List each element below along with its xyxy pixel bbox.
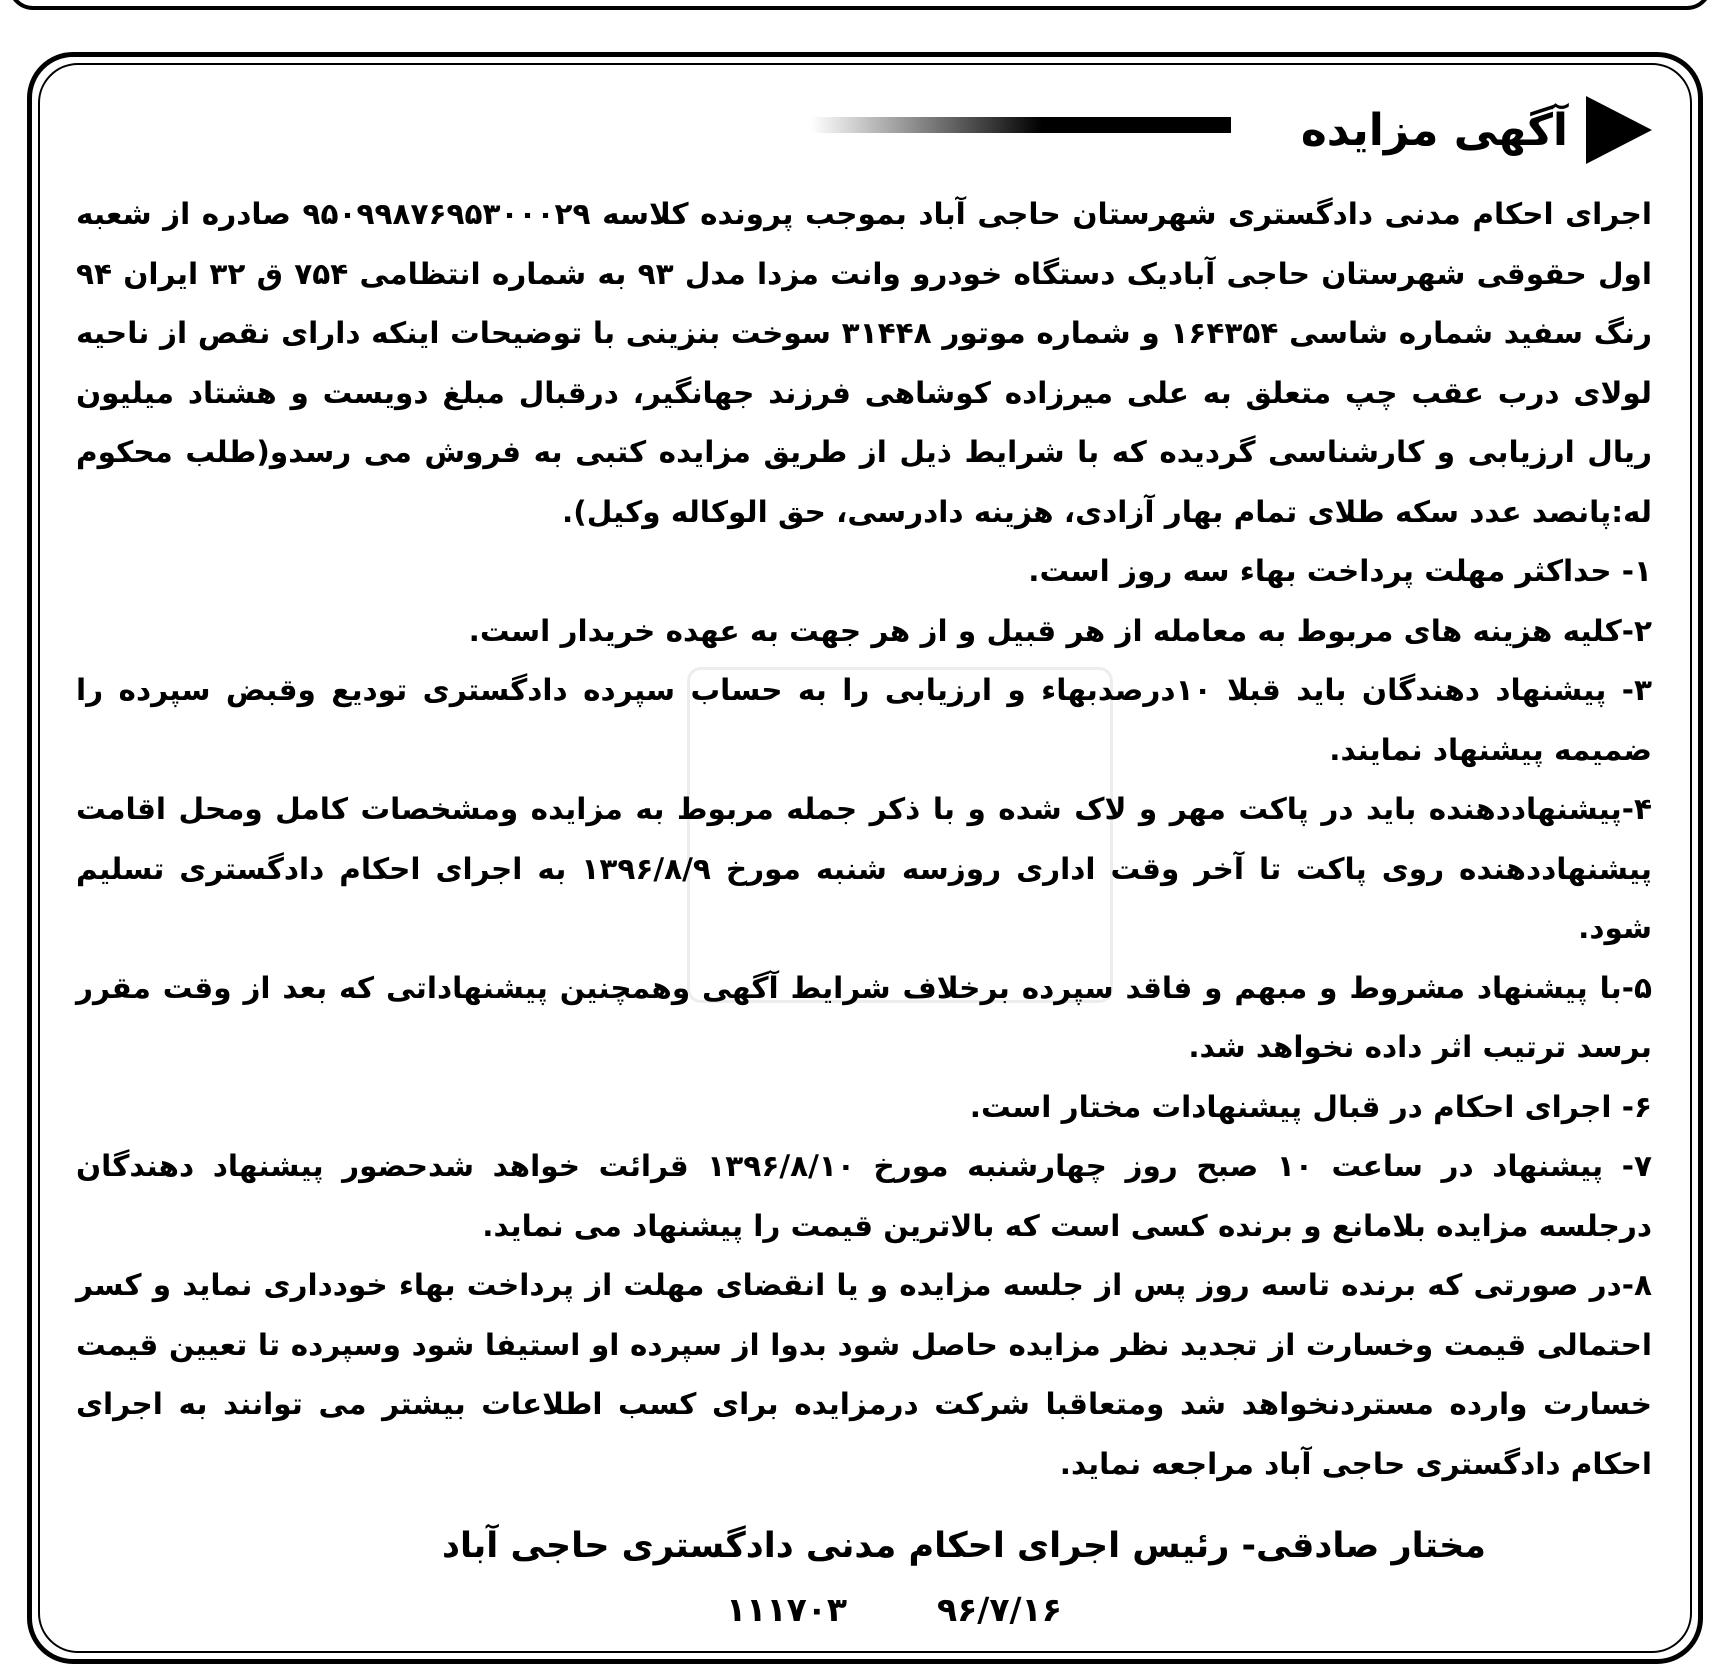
condition-item-3: ۳- پیشنهاد دهندگان باید قبلا ۱۰درصدبهاء و ارزیابی را به حساب سپرده دادگستری تودیع وقبض سپرده را ضمیمه پیشنهاد نمایند. [76,673,1652,767]
notice-date: ۹۶/۷/۱۶ [937,1590,1062,1629]
triangle-arrow-icon [1586,96,1652,164]
condition-item-2: ۲-کلیه هزینه های مربوط به معامله از هر قبیل و از هر جهت به عهده خریدار است. [468,613,1652,648]
condition-item-1: ۱- حداکثر مهلت پرداخت بهاء سه روز است. [1028,554,1652,588]
condition-item-8: ۸-در صورتی که برنده تاسه روز پس از جلسه مزایده و یا انقضای مهلت از پرداخت بهاء خودداری نماید و کسر احتمالی قیمت وخسارت از تجدید نظر مزایده حاصل شود بدوا از سپرده او استیفا شود وسپرده تا تعیین قیمت خسارت وارده مستردنخواهد شد ومتعاقبا شرکت درمزایده برای کسب اطلاعات بیشتر می توانند به اجرای احکام دادگستری حاجی آباد مراجعه نماید. [76,1268,1652,1481]
auction-notice [27,52,1703,1664]
notice-header [76,97,1652,163]
notice-title: آگهی مزایده [1300,104,1568,156]
condition-item-5: ۵-با پیشنهاد مشروط و مبهم و فاقد سپرده برخلاف شرایط آگهی وهمچنین پیشنهاداتی که بعد از وقت مقرر برسد ترتیب اثر داده نخواهد شد. [76,970,1652,1064]
signature-line: مختار صادقی- رئیس اجرای احکام مدنی دادگستری حاجی آباد [442,1526,1486,1566]
previous-ad-frame [8,0,1712,10]
notice-intro-paragraph: اجرای احکام مدنی دادگستری شهرستان حاجی آباد بموجب پرونده کلاسه ۹۵۰۹۹۸۷۶۹۵۳۰۰۰۲۹ صادره از شعبه اول حقوقی شهرستان حاجی آبادیک دستگاه خودرو وانت مزدا مدل ۹۳ به شماره انتظامی ۷۵۴ ق ۳۲ ایران ۹۴ رنگ سفید شماره شاسی ۱۶۴۳۵۴ و شماره موتور ۳۱۴۴۸ سوخت بنزینی با توضیحات اینکه دارای نقص از ناحیه لولای درب عقب چپ متعلق به علی میرزاده کوشاهی فرزند جهانگیر، درقبال مبلغ دویست و هشتاد میلیون ریال ارزیابی و کارشناسی گردیده که با شرایط ذیل از طریق مزایده کتبی به فروش می رسدو(طلب محکوم له:پانصد عدد سکه طلای تمام بهار آزادی، هزینه دادرسی، حق الوکاله وکیل). [76,197,1653,529]
title-underline-bar [811,117,1231,133]
condition-item-6: ۶- اجرای احکام در قبال پیشنهادات مختار است. [969,1089,1652,1124]
ad-number: ۱۱۱۷۰۳ [726,1590,848,1629]
condition-item-4: ۴-پیشنهاددهنده باید در پاکت مهر و لاک شده و با ذکر جمله مربوط به مزایده ومشخصات کامل ومحل اقامت پیشنهاددهنده روی پاکت تا آخر وقت اداری روزسه شنبه مورخ ۱۳۹۶/۸/۹ به اجرای احکام دادگستری تسلیم شود. [76,792,1652,945]
notice-body [76,185,1652,1494]
condition-item-7: ۷- پیشنهاد در ساعت ۱۰ صبح روز چهارشنبه مورخ ۱۳۹۶/۸/۱۰ قرائت خواهد شدحضور پیشنهاد دهندگان درجلسه مزایده بلامانع و برنده کسی است که بالاترین قیمت را پیشنهاد می نماید. [76,1149,1652,1243]
notice-footer [76,1580,1652,1640]
